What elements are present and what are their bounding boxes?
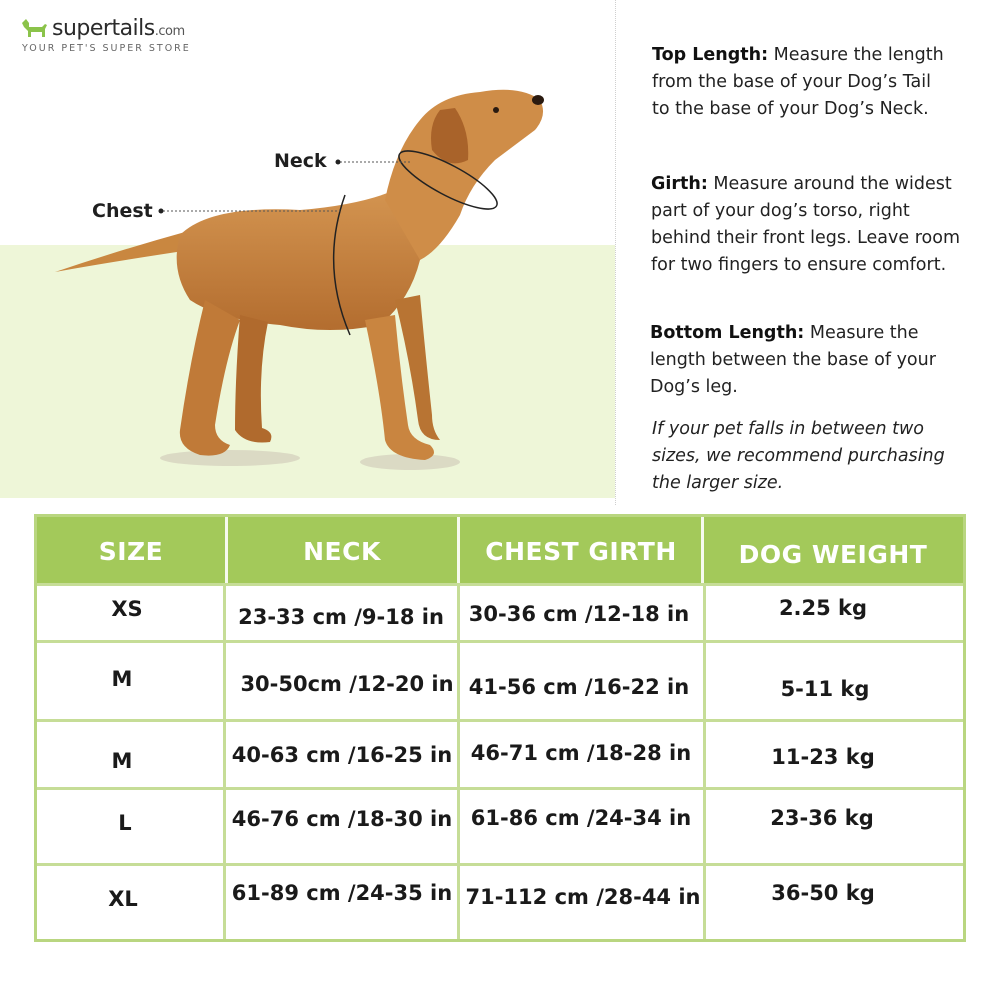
row-divider bbox=[37, 583, 963, 586]
header-chest-girth: CHEST GIRTH bbox=[485, 536, 677, 566]
section-divider bbox=[615, 0, 616, 505]
header-divider bbox=[457, 517, 460, 585]
header-divider bbox=[701, 517, 704, 585]
table-cell-weight: 23-36 kg bbox=[770, 806, 874, 830]
row-divider bbox=[37, 719, 963, 722]
table-cell-chest: 61-86 cm /24-34 in bbox=[470, 806, 692, 830]
table-cell-chest: 46-71 cm /18-28 in bbox=[470, 741, 692, 765]
chest-callout-label: Chest bbox=[92, 200, 153, 222]
size-note: If your pet falls in between two sizes, we recommend purchasing the larger size. bbox=[652, 419, 945, 493]
table-cell-chest: 41-56 cm /16-22 in bbox=[468, 675, 690, 699]
table-cell-weight: 11-23 kg bbox=[771, 745, 875, 769]
header-neck: NECK bbox=[303, 536, 381, 566]
dog-illustration bbox=[0, 0, 615, 500]
table-cell-neck: 30-50cm /12-20 in bbox=[240, 672, 454, 696]
brand-name: supertails.com bbox=[52, 16, 185, 41]
table-header-row bbox=[37, 517, 963, 585]
table-cell-chest: 30-36 cm /12-18 in bbox=[468, 602, 690, 626]
table-cell-neck: 46-76 cm /18-30 in bbox=[231, 807, 453, 831]
table-cell-weight: 2.25 kg bbox=[778, 596, 868, 620]
row-divider bbox=[37, 640, 963, 643]
top-length-description: Top Length: Measure the length from the base of your Dog’s Tail to the base of your Dog’s Neck. bbox=[652, 45, 944, 119]
table-cell-size: M bbox=[111, 749, 133, 773]
bottom-length-description: Bottom Length: Measure the length between the base of your Dog’s leg. bbox=[650, 323, 936, 397]
table-cell-size: M bbox=[111, 667, 133, 691]
brand-tagline: YOUR PET'S SUPER STORE bbox=[22, 43, 191, 54]
table-cell-neck: 61-89 cm /24-35 in bbox=[231, 881, 453, 905]
table-cell-size: L bbox=[118, 811, 132, 835]
row-divider bbox=[37, 863, 963, 866]
girth-description: Girth: Measure around the widest part of your dog’s torso, right behind their front legs. Leave room for two fingers to ensure comfort. bbox=[651, 174, 960, 275]
table-cell-neck: 23-33 cm /9-18 in bbox=[238, 605, 444, 629]
table-cell-size: XL bbox=[108, 887, 138, 911]
table-cell-neck: 40-63 cm /16-25 in bbox=[231, 743, 453, 767]
table-cell-weight: 36-50 kg bbox=[771, 881, 875, 905]
table-cell-size: XS bbox=[111, 597, 143, 621]
header-dog-weight: DOG WEIGHT bbox=[738, 539, 928, 569]
size-chart-table bbox=[34, 514, 966, 942]
table-cell-weight: 5-11 kg bbox=[780, 677, 870, 701]
header-size: SIZE bbox=[98, 536, 164, 566]
header-divider bbox=[225, 517, 228, 585]
table-cell-chest: 71-112 cm /28-44 in bbox=[465, 885, 701, 909]
row-divider bbox=[37, 787, 963, 790]
neck-callout-label: Neck bbox=[274, 150, 327, 172]
